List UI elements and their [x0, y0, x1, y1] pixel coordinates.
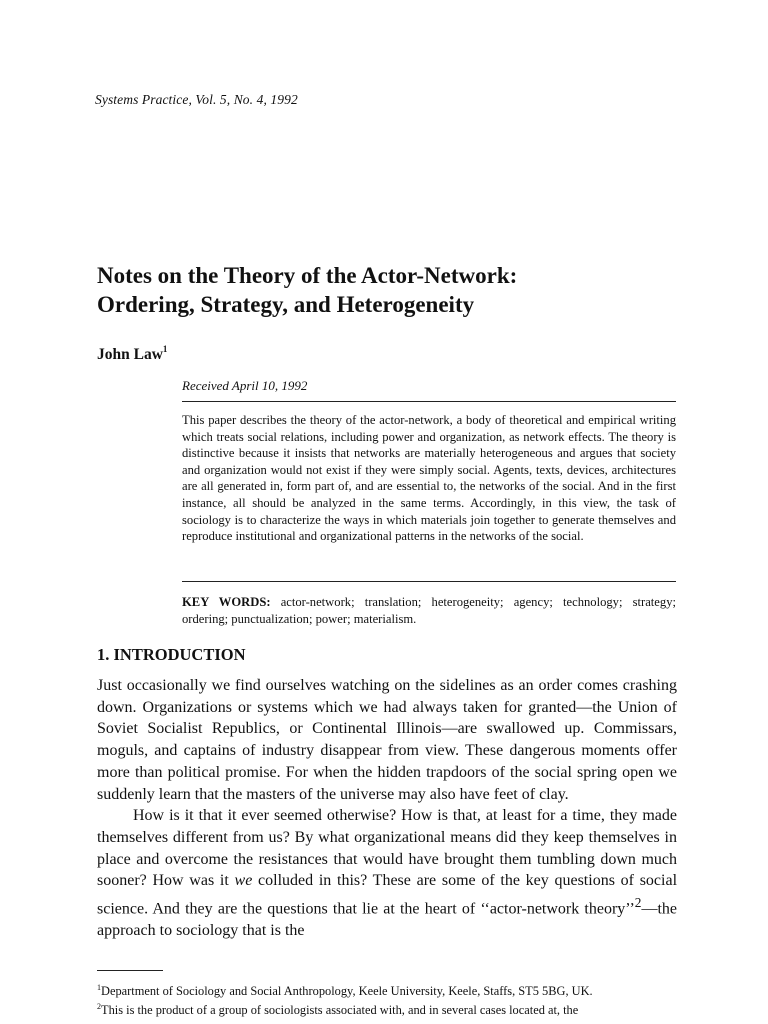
abstract-bottom-rule — [182, 581, 676, 582]
footnote-1-text: Department of Sociology and Social Anthropology, Keele University, Keele, Staffs, ST5 5BG, UK. — [101, 984, 593, 999]
footnote-rule — [97, 970, 163, 971]
paragraph-1: Just occasionally we find ourselves watching on the sidelines as an order comes crashing down. Organizations or systems which we had always taken for granted—the Union of Soviet Socialist Republics, or Continental Illinois—are swallowed up. Commissars, moguls, and captains of industry disappear from view. These dangerous moments offer more than political promise. For when the hidden trapdoors of the social spring open we suddenly learn that the masters of the universe may also have feet of clay. — [97, 677, 677, 803]
footnote-ref-2: 2 — [634, 895, 642, 911]
title-line-2: Ordering, Strategy, and Heterogeneity — [97, 292, 475, 317]
title-line-1: Notes on the Theory of the Actor-Network: — [97, 263, 518, 288]
paragraph-2 — [97, 805, 677, 942]
footnote-1-mark: 1 — [97, 983, 101, 992]
author-text: John Law — [97, 346, 163, 364]
journal-citation: Systems Practice, Vol. 5, No. 4, 1992 — [95, 92, 298, 107]
footnote-1 — [97, 980, 677, 999]
body-text — [97, 675, 677, 942]
footnotes — [97, 980, 677, 1018]
article-title — [97, 261, 697, 319]
abstract: This paper describes the theory of the actor-network, a body of theoretical and empirical writing which treats social relations, including power and organization, as network effects. The theory is distinctive because it insists that networks are materially heterogeneous and argues that society and organization would not exist if they were simply social. Agents, texts, devices, architectures are all generated in, form part of, and are essential to, the networks of the social. And in the first instance, all should be analyzed in the same terms. Accordingly, in this view, the task of sociology is to characterize the ways in which materials join together to generate themselves and reproduce institutional and organizational patterns in the networks of the social. — [182, 413, 676, 544]
paragraph-2-part-b: colluded in this? These are some of the key questions of social science. And they are the questions that lie at the heart of ‘‘actor-network theory’’ — [97, 872, 678, 918]
author-name — [97, 345, 167, 364]
keywords-list: actor-network; translation; heterogeneity; agency; technology; strategy; ordering; punctualization; power; materialism. — [182, 595, 676, 626]
paragraph-2-part-c: —the approach to sociology that is the — [97, 900, 677, 940]
paragraph-2-emphasis: we — [234, 872, 253, 890]
paragraph-2-part-a: How is it that it ever seemed otherwise? How is that, at least for a time, they made themselves different from us? By what organizational means did they keep themselves in place and overcome the resistances that would have brought them tumbling down much sooner? How was it — [97, 807, 677, 890]
footnote-2-mark: 2 — [97, 1002, 101, 1012]
abstract-top-rule — [182, 401, 676, 402]
section-heading-introduction: 1. INTRODUCTION — [97, 645, 246, 664]
received-date: Received April 10, 1992 — [182, 378, 308, 393]
footnote-2-text: This is the product of a group of sociologists associated with, and in several cases located at, the — [101, 1003, 579, 1018]
footnote-2 — [97, 999, 677, 1018]
keywords-label: KEY WORDS: — [182, 595, 271, 609]
author-footnote-mark: 1 — [162, 344, 168, 354]
keywords — [182, 594, 676, 628]
